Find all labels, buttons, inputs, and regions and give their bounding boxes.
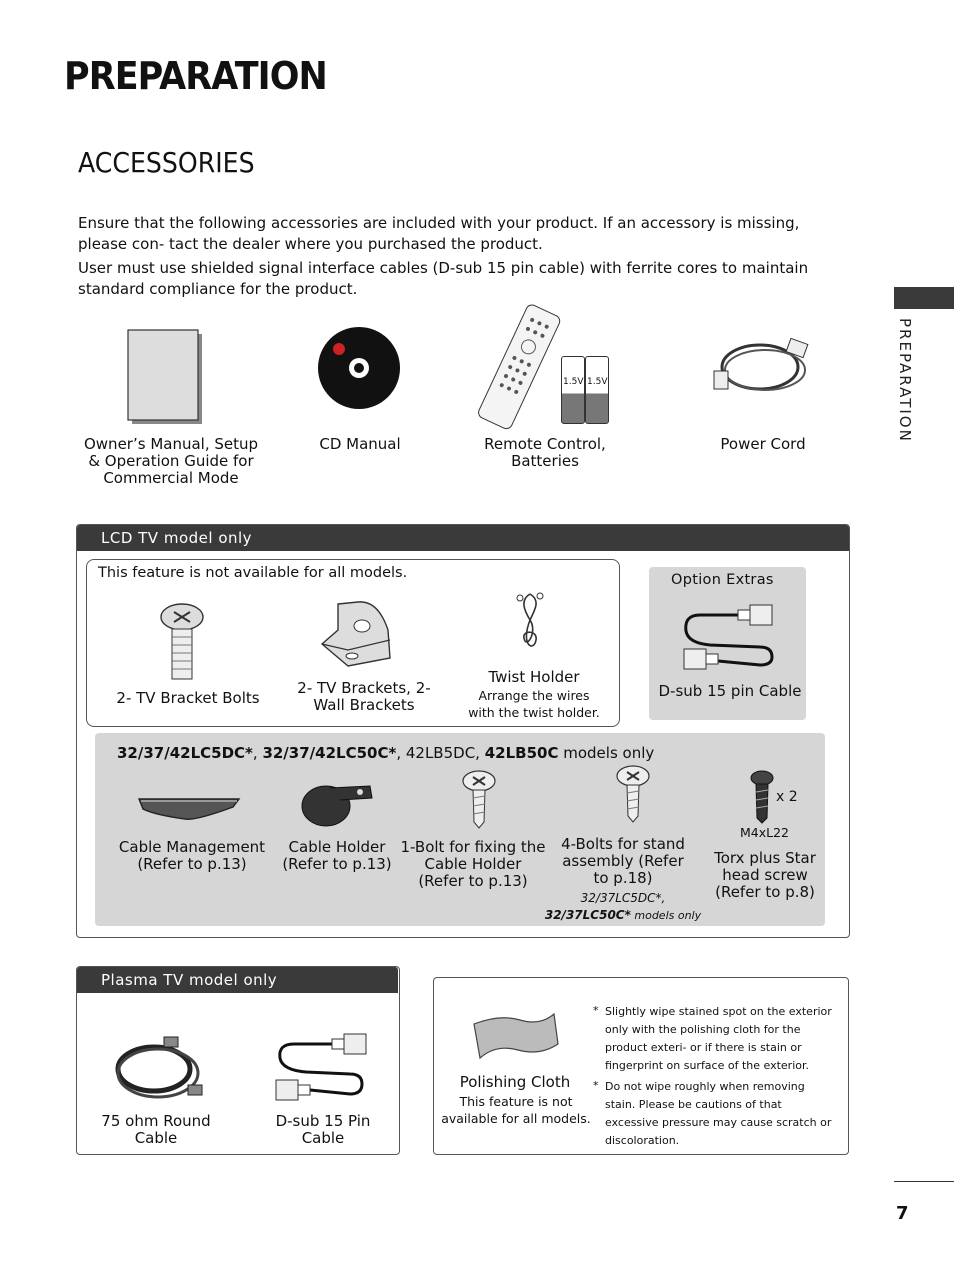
twist-holder-title: Twist Holder — [488, 668, 580, 686]
plasma-dsub-caption: D-sub 15 Pin Cable — [275, 1112, 371, 1147]
polishing-cloth-icon — [470, 1012, 560, 1060]
plasma-dsub-cable-icon — [272, 1030, 372, 1102]
stand-models-2: 32/37LC50C* — [544, 908, 631, 922]
stand-bolt-icon — [616, 766, 650, 824]
polishing-cloth-title: Polishing Cloth — [459, 1073, 571, 1091]
torx-caption: Torx plus Star head screw (Refer to p.8) — [714, 849, 816, 901]
cable-holder-icon — [300, 778, 376, 828]
lcd-section-header — [77, 525, 849, 551]
cd-icon — [317, 325, 403, 411]
model-sep: , — [475, 744, 485, 762]
power-cord-icon — [710, 335, 820, 400]
stand-models-1: 32/37LC5DC*, — [580, 891, 666, 905]
lcd-header-text: LCD TV model only — [101, 529, 253, 547]
stand-bolts-models — [540, 890, 706, 924]
intro-paragraph-1: Ensure that the following accessories are included with your product. If an accessory is missing, please con- tact the dealer where you purchased the product. — [78, 214, 800, 253]
bracket-bolts-caption: 2- TV Bracket Bolts — [116, 689, 260, 707]
fixing-bolt-caption: 1-Bolt for fixing the Cable Holder (Refer to p.13) — [400, 838, 546, 890]
cloth-tip-2: Do not wipe roughly when removing stain. Please be cautions of that excessive pressure may cause scratch or discoloration. — [605, 1080, 832, 1147]
model-sep: , — [396, 744, 406, 762]
model-2: 32/37/42LC50C* — [262, 744, 397, 762]
round-cable-icon — [108, 1033, 208, 1103]
power-cord-caption: Power Cord — [720, 435, 806, 453]
cloth-tip-1: Slightly wipe stained spot on the exterior only with the polishing cloth for the product exteri- or if there is stain or fingerprint on surface of the exterior. — [605, 1005, 832, 1072]
model-sep: , — [252, 744, 263, 762]
cable-management-icon — [135, 793, 243, 823]
screw-count: x 2 — [776, 789, 798, 805]
section-title: ACCESSORIES — [78, 146, 255, 179]
battery-2 — [585, 356, 609, 424]
manual-icon — [128, 330, 204, 424]
twist-holder-icon — [510, 590, 550, 656]
page-number: 7 — [896, 1203, 909, 1224]
round-cable-caption: 75 ohm Round Cable — [101, 1112, 211, 1147]
page-title: PREPARATION — [64, 54, 327, 98]
model-3: 42LB5DC — [405, 744, 476, 762]
model-1: 32/37/42LC5DC* — [117, 744, 253, 762]
battery-1 — [561, 356, 585, 424]
battery-label: 1.5V — [587, 377, 608, 387]
cable-holder-caption: Cable Holder (Refer to p.13) — [282, 838, 392, 873]
brackets-caption: 2- TV Brackets, 2- Wall Brackets — [297, 679, 431, 714]
plasma-section-header — [77, 967, 398, 993]
twist-holder-desc: Arrange the wires with the twist holder. — [468, 688, 600, 720]
side-section-label: PREPARATION — [896, 318, 914, 443]
stand-bolts-caption: 4-Bolts for stand assembly (Refer to p.18) — [561, 835, 685, 887]
plasma-header-text: Plasma TV model only — [101, 971, 278, 989]
models-line — [117, 744, 654, 762]
torx-screw-icon — [750, 770, 774, 824]
remote-caption: Remote Control, Batteries — [484, 435, 606, 470]
tv-bracket-icon — [318, 600, 392, 668]
tip-1-marker: * — [593, 1004, 599, 1017]
dsub-cable-icon — [680, 603, 780, 673]
dsub-cable-caption: D-sub 15 pin Cable — [658, 682, 802, 700]
screw-size: M4xL22 — [740, 825, 790, 840]
fixing-bolt-icon — [462, 770, 496, 830]
bracket-bolt-icon — [160, 603, 204, 681]
remote-control-icon — [470, 305, 570, 430]
side-tab-marker — [894, 287, 954, 309]
model-4: 42LB50C — [484, 744, 559, 762]
intro-paragraph-2: User must use shielded signal interface cables (D-sub 15 pin cable) with ferrite cores to maintain standard compliance for the product. — [78, 259, 809, 298]
option-extras-title: Option Extras — [671, 572, 774, 588]
footer-rule — [894, 1181, 954, 1182]
lcd-note: This feature is not available for all models. — [98, 565, 408, 581]
polishing-cloth-note: This feature is not available for all models. — [441, 1094, 591, 1126]
cable-management-caption: Cable Management (Refer to p.13) — [118, 838, 266, 873]
stand-models-3: models only — [630, 909, 702, 922]
battery-label: 1.5V — [563, 377, 584, 387]
cd-caption: CD Manual — [319, 435, 401, 453]
tip-2-marker: * — [593, 1079, 599, 1092]
manual-caption: Owner’s Manual, Setup & Operation Guide for Commercial Mode — [83, 435, 259, 487]
models-suffix: models only — [558, 744, 655, 762]
